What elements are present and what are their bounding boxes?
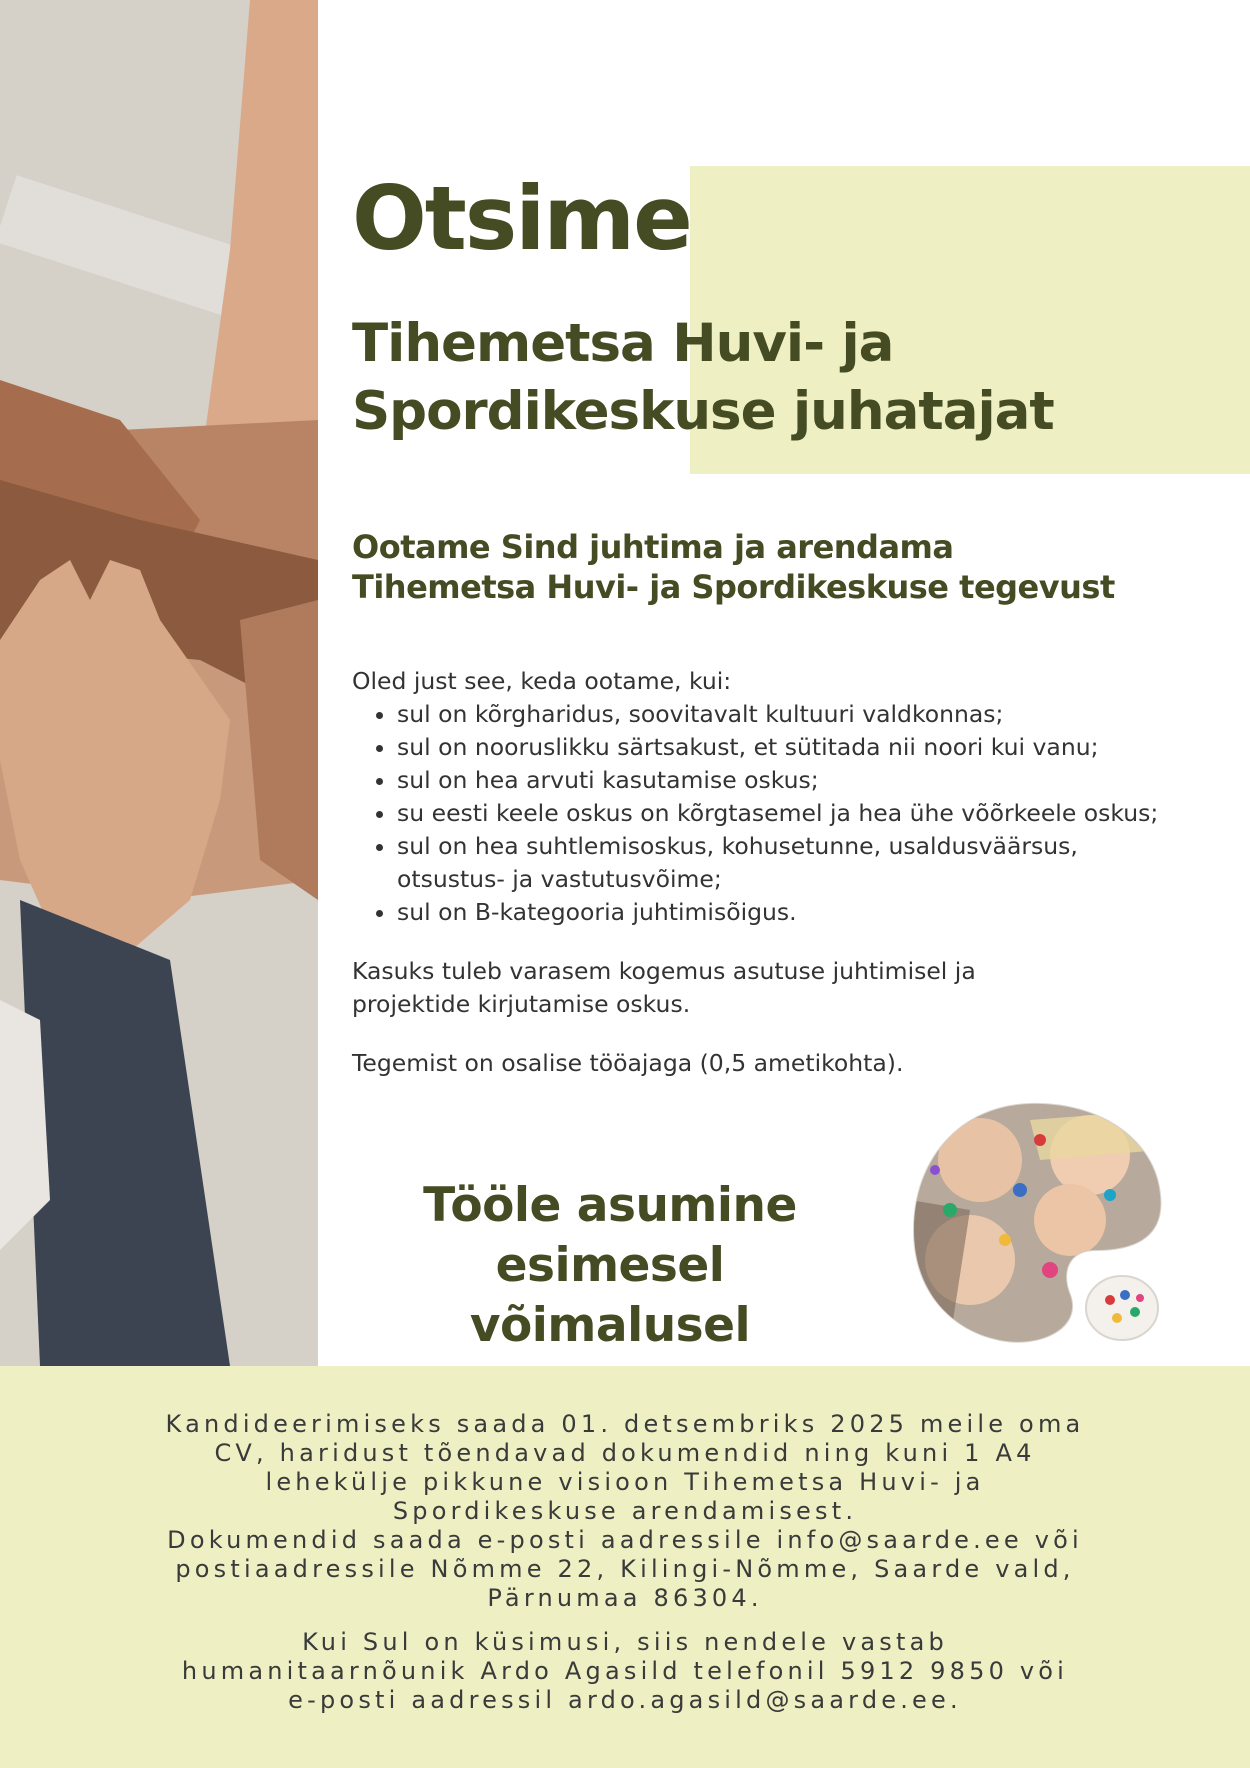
application-line: Spordikeskuse arendamisest. — [392, 1497, 858, 1525]
requirements-list — [352, 698, 1172, 929]
children-palette-image — [910, 1100, 1170, 1350]
position-title — [352, 310, 1054, 446]
start-date-text — [352, 1176, 868, 1356]
contact-line: humanitaarnõunik Ardo Agasild telefonil 5912 9850 või — [181, 1657, 1069, 1685]
requirements-intro: Oled just see, keda ootame, kui: — [352, 667, 732, 695]
application-line: Dokumendid saada e-posti aadressile info@saarde.ee või — [167, 1526, 1083, 1554]
application-instructions — [100, 1410, 1150, 1613]
start-line-2: esimesel võimalusel — [469, 1238, 751, 1353]
requirement-item: • su eesti keele oskus on kõrgtasemel ja hea ühe võõrkeele oskus; — [397, 797, 1172, 830]
benefit-line-1: Kasuks tuleb varasem kogemus asutuse juhtimisel ja — [352, 957, 976, 985]
application-footer — [0, 1366, 1250, 1768]
contact-line: e-posti aadressil ardo.agasild@saarde.ee. — [288, 1686, 962, 1714]
palette-illustration — [910, 1100, 1170, 1350]
hands-photo — [0, 0, 318, 1366]
start-line-1: Tööle asumine — [423, 1178, 797, 1233]
application-line: CV, haridust tõendavad dokumendid ning kuni 1 A4 — [214, 1439, 1036, 1467]
application-line: lehekülje pikkune visioon Tihemetsa Huvi- ja — [265, 1468, 985, 1496]
requirement-item: • sul on hea arvuti kasutamise oskus; — [397, 764, 1172, 797]
lead-text — [352, 527, 1115, 607]
position-title-line-2: Spordikeskuse juhatajat — [352, 381, 1054, 442]
lead-line-1: Ootame Sind juhtima ja arendama — [352, 528, 954, 566]
contact-line: Kui Sul on küsimusi, siis nendele vastab — [302, 1628, 948, 1656]
contact-info — [100, 1628, 1150, 1715]
position-title-line-1: Tihemetsa Huvi- ja — [352, 313, 894, 374]
requirement-item: • sul on hea suhtlemisoskus, kohusetunne, usaldusväärsus, otsustus- ja vastutusvõime; — [397, 830, 1172, 896]
application-line: Kandideerimiseks saada 01. detsembriks 2025 meile oma — [165, 1410, 1085, 1438]
requirements-section — [352, 665, 1172, 1080]
lead-line-2: Tihemetsa Huvi- ja Spordikeskuse tegevust — [352, 568, 1115, 606]
page-title: Otsime — [352, 167, 691, 270]
requirement-item: • sul on kõrgharidus, soovitavalt kultuuri valdkonnas; — [397, 698, 1172, 731]
application-line: postiaadressile Nõmme 22, Kilingi-Nõmme, Saarde vald, — [175, 1555, 1075, 1583]
part-time-text: Tegemist on osalise tööajaga (0,5 ametikohta). — [352, 1049, 904, 1077]
hands-photo-illustration — [0, 0, 318, 1366]
application-line: Pärnumaa 86304. — [487, 1584, 763, 1612]
benefit-text — [352, 955, 1172, 1021]
requirement-item: • sul on nooruslikku särtsakust, et sütitada nii noori kui vanu; — [397, 731, 1172, 764]
requirement-item: • sul on B-kategooria juhtimisõigus. — [397, 896, 1172, 929]
benefit-line-2: projektide kirjutamise oskus. — [352, 990, 691, 1018]
